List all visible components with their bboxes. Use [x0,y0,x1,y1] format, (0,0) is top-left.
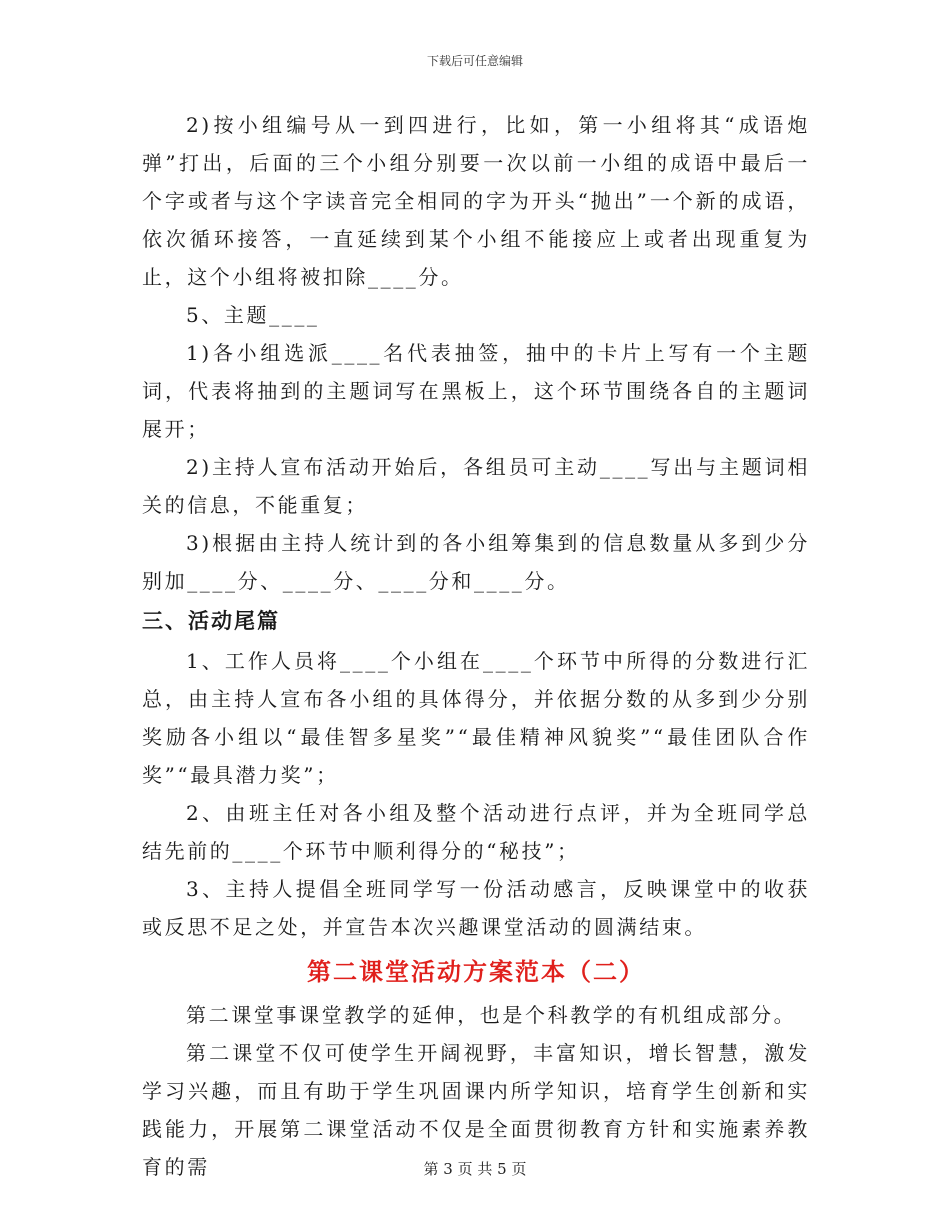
paragraph-theme-rule-2: 2)主持人宣布活动开始后，各组员可主动____写出与主题词相关的信息，不能重复； [142,455,810,517]
document-title: 第二课堂活动方案范本（二） [307,958,645,986]
paragraph-intro-1: 第二课堂事课堂教学的延伸，也是个科教学的有机组成部分。 [186,1003,797,1027]
paragraph-theme-heading: 5、主题____ [186,303,320,327]
section-heading-ending: 三、活动尾篇 [142,608,280,633]
paragraph-intro-2: 第二课堂不仅可使学生开阔视野，丰富知识，增长智慧，激发学习兴趣，而且有助于学生巩固课内所学知识，培育学生创新和实践能力，开展第二课堂活动不仅是全面贯彻教育方针和实施素养教育的需 [142,1041,810,1179]
document-body [142,106,810,1186]
paragraph-theme-rule-3: 3)根据由主持人统计到的各小组筹集到的信息数量从多到少分别加____分、____分、____分和____分。 [142,531,810,593]
paragraph-ending-2: 2、由班主任对各小组及整个活动进行点评，并为全班同学总结先前的____个环节中顺利得分的“秘技”； [142,801,810,863]
page-header: 下载后可任意编辑 [426,54,523,68]
paragraph-ending-1: 1、工作人员将____个小组在____个环节中所得的分数进行汇总，由主持人宣布各小组的具体得分，并依据分数的从多到少分别奖励各小组以“最佳智多星奖”“最佳精神风貌奖”“最佳团队合作奖”“最具潜力奖”； [142,649,810,787]
paragraph-theme-rule-1: 1)各小组选派____名代表抽签，抽中的卡片上写有一个主题词，代表将抽到的主题词写在黑板上，这个环节围绕各自的主题词展开； [142,341,810,441]
paragraph-ending-3: 3、主持人提倡全班同学写一份活动感言，反映课堂中的收获或反思不足之处，并宣告本次兴趣课堂活动的圆满结束。 [142,877,810,939]
paragraph-idiom-rule: 2)按小组编号从一到四进行，比如，第一小组将其“成语炮弹”打出，后面的三个小组分别要一次以前一小组的成语中最后一个字或者与这个字读音完全相同的字为开头“抛出”一个新的成语，依次循环接答，一直延续到某个小组不能接应上或者出现重复为止，这个小组将被扣除____分。 [142,113,810,289]
page-footer: 第 3 页 共 5 页 [423,1160,527,1178]
